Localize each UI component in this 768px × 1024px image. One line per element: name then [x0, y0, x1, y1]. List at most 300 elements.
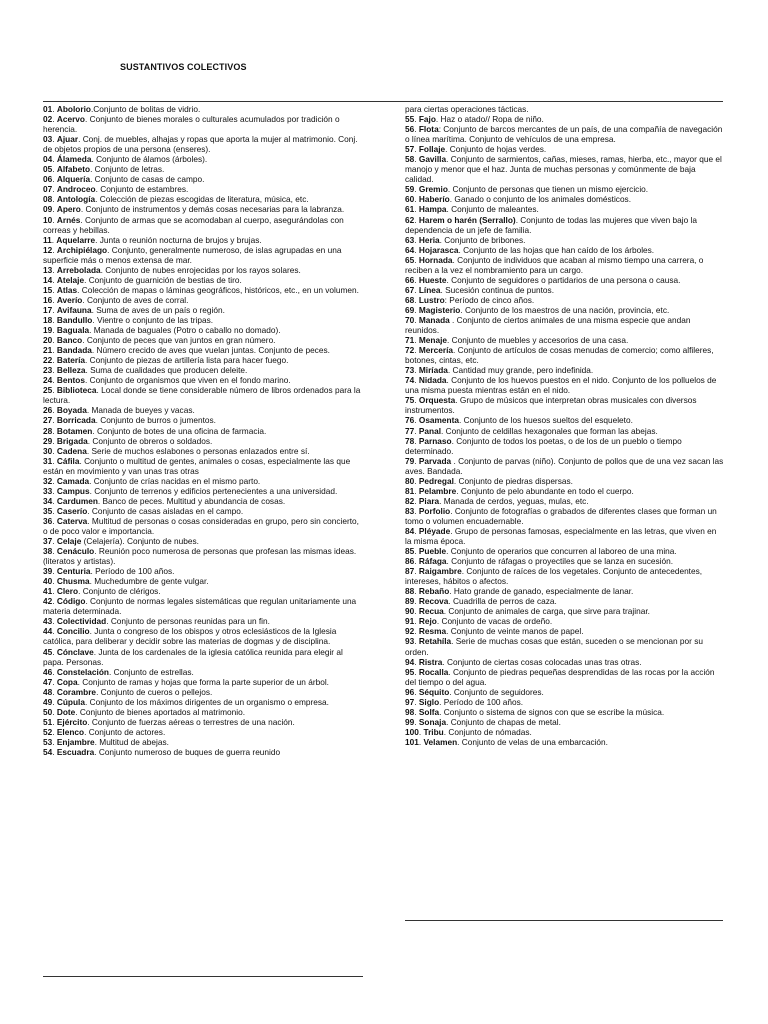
- list-item: 91. Rejo. Conjunto de vacas de ordeño.: [405, 616, 553, 627]
- list-item: 21. Bandada. Número crecido de aves que vuelan juntas. Conjunto de peces.: [43, 345, 330, 356]
- entry-definition: . Conjunto de casas de campo.: [90, 174, 205, 185]
- entry-term: Mercería: [418, 345, 453, 356]
- entry-term: Copa: [56, 676, 78, 687]
- entry-term: Dote: [56, 706, 76, 717]
- entry-term: Corambre: [56, 686, 97, 697]
- entry-definition: para ciertas operaciones tácticas.: [405, 104, 529, 114]
- entry-number: 06: [43, 174, 53, 185]
- entry-definition: . Conjunto de los huevos puestos en el nido. Conjunto de los polluelos de una misma puesta mientras están en el nido.: [405, 375, 717, 396]
- entry-term: Siglo: [418, 696, 440, 707]
- entry-definition: . Conjunto de normas legales sistemáticas que regulan unitariamente una materia determinada.: [43, 596, 357, 617]
- entry-term: Fajo: [418, 114, 436, 125]
- entry-term: Panal: [418, 425, 441, 436]
- entry-term: Hueste: [418, 274, 447, 285]
- list-item: 25. Biblioteca. Local donde se tiene considerable número de libros ordenados para la lectura.: [43, 385, 361, 406]
- list-item: 101. Velamen. Conjunto de velas de una embarcación.: [405, 736, 608, 747]
- entry-number: 02: [43, 114, 53, 125]
- entry-number: 78: [405, 435, 415, 446]
- list-item: [405, 104, 724, 114]
- entry-definition: . Conjunto de guarnición de bestias de tiro.: [84, 274, 242, 285]
- list-item: 61. Hampa. Conjunto de maleantes.: [405, 204, 539, 215]
- list-item: 67. Línea. Sucesión continua de puntos.: [405, 284, 555, 295]
- list-item: 92. Resma. Conjunto de veinte manos de papel.: [405, 626, 584, 637]
- left-bottom-rule: [43, 976, 363, 977]
- entry-number: 50: [43, 706, 53, 717]
- entry-definition: . Manada de baguales (Potro o caballo no domado).: [89, 325, 281, 336]
- entry-term: Rocalla: [418, 666, 449, 677]
- entry-term: Sonaja: [418, 716, 447, 727]
- entry-number: 77: [405, 425, 415, 436]
- list-item: 37. Celaje (Celajería). Conjunto de nubes.: [43, 536, 199, 547]
- entry-term: Tribu: [423, 726, 444, 737]
- entry-number: 53: [43, 736, 53, 747]
- entry-term: Línea: [418, 284, 441, 295]
- entry-term: Cadena: [56, 445, 87, 456]
- entry-definition: . Multitud de personas o cosas consideradas en grupo, pero sin concierto, o de poco valor e importancia.: [43, 515, 359, 536]
- entry-number: 74: [405, 375, 415, 386]
- entry-term: Cenáculo: [56, 546, 95, 557]
- list-item: 89. Recova. Cuadrilla de perros de caza.: [405, 596, 557, 607]
- entry-term: Pléyade: [418, 525, 451, 536]
- entry-term: Rejo: [418, 616, 437, 627]
- entry-definition: . Banco de peces. Multitud y abundancia de cosas.: [97, 495, 286, 506]
- list-item: 81. Pelambre. Conjunto de pelo abundante en todo el cuerpo.: [405, 485, 634, 496]
- entry-term: Antología: [56, 194, 96, 205]
- entry-definition: . Suma de aves de un país o región.: [91, 304, 225, 315]
- entry-term: Menaje: [418, 335, 447, 346]
- list-item: 49. Cúpula. Conjunto de los máximos dirigentes de un organismo o empresa.: [43, 696, 329, 707]
- entry-term: Apero: [56, 204, 81, 215]
- page-title: SUSTANTIVOS COLECTIVOS: [120, 62, 247, 72]
- entry-definition: . Conjunto de nubes enrojecidas por los rayos solares.: [100, 264, 301, 275]
- list-item: 17. Avifauna. Suma de aves de un país o región.: [43, 304, 225, 315]
- entry-term: Orquesta: [418, 395, 456, 406]
- entry-definition: . Conjunto de raíces de los vegetales. Conjunto de antecedentes, intereses, hábitos o afectos.: [405, 566, 703, 587]
- entry-definition: . Hato grande de ganado, especialmente de lanar.: [449, 586, 634, 597]
- entry-number: 69: [405, 304, 415, 315]
- list-item: 36. Caterva. Multitud de personas o cosas consideradas en grupo, pero sin concierto, o de poco valor e importancia.: [43, 515, 359, 536]
- entry-number: 22: [43, 355, 53, 366]
- entry-definition: . Conjunto de seguidores o partidarios de una persona o causa.: [446, 274, 681, 285]
- entry-number: 33: [43, 485, 53, 496]
- list-item: 63. Heria. Conjunto de bribones.: [405, 234, 526, 245]
- list-item: 19. Baguala. Manada de baguales (Potro o caballo no domado).: [43, 325, 281, 336]
- entry-term: Heria: [418, 234, 440, 245]
- list-item: 100. Tribu. Conjunto de nómadas.: [405, 726, 532, 737]
- entry-term: Hampa: [418, 204, 447, 215]
- entry-definition: . Conjunto de actores.: [84, 726, 166, 737]
- entry-term: Botamen: [56, 425, 93, 436]
- list-item: 39. Centuria. Período de 100 años.: [43, 566, 175, 577]
- entry-definition: . Conjunto de bienes aportados al matrimonio.: [75, 706, 246, 717]
- entry-term: Brigada: [56, 435, 88, 446]
- entry-term: Follaje: [418, 144, 446, 155]
- entry-definition: . Conjunto de ramas y hojas que forma la parte superior de un árbol.: [77, 676, 329, 687]
- list-item: 31. Cáfila. Conjunto o multitud de gentes, animales o cosas, especialmente las que están en movimiento y van unas tras otras: [43, 455, 351, 476]
- entry-term: Pueble: [418, 546, 447, 557]
- list-item: 22. Batería. Conjunto de piezas de artillería lista para hacer fuego.: [43, 355, 289, 366]
- entry-number: 89: [405, 596, 415, 607]
- entry-number: 98: [405, 706, 415, 717]
- list-item: 30. Cadena. Serie de muchos eslabones o personas enlazados entre sí.: [43, 445, 310, 456]
- entry-number: 18: [43, 314, 53, 325]
- entry-number: 60: [405, 194, 415, 205]
- entry-term: Cáfila: [56, 455, 80, 466]
- entry-number: 17: [43, 304, 53, 315]
- list-item: 54. Escuadra. Conjunto numeroso de buques de guerra reunido: [43, 747, 281, 757]
- list-item: 75. Orquesta. Grupo de músicos que interpretan obras musicales con diversos instrumentos.: [405, 395, 697, 416]
- entry-number: 48: [43, 686, 53, 697]
- entry-number: 65: [405, 254, 415, 265]
- entry-number: 57: [405, 144, 415, 155]
- list-item: 94. Ristra. Conjunto de ciertas cosas colocadas unas tras otras.: [405, 656, 642, 667]
- entry-number: 27: [43, 415, 53, 426]
- entry-number: 09: [43, 204, 53, 215]
- entry-definition: . Conjunto de piezas de artillería lista para hacer fuego.: [85, 355, 289, 366]
- entry-definition: . Conjunto de muebles y accesorios de una casa.: [447, 335, 629, 346]
- entry-number: 97: [405, 696, 415, 707]
- entry-definition: . Conjunto numeroso de buques de guerra reunido: [94, 747, 281, 757]
- entry-number: 35: [43, 505, 53, 516]
- entry-term: Chusma: [56, 576, 90, 587]
- entry-definition: . Conjunto de animales de carga, que sirve para trajinar.: [443, 606, 650, 617]
- entry-term: Abolorio: [56, 104, 91, 114]
- entry-definition: . Conjunto o multitud de gentes, animales o cosas, especialmente las que están en movimiento y van unas tras otras: [43, 455, 351, 476]
- entry-definition: . Conjunto de chapas de metal.: [446, 716, 561, 727]
- entry-term: Ristra: [418, 656, 443, 667]
- entry-term: Archipiélago: [56, 244, 108, 255]
- entry-definition: . Junta de los cardenales de la iglesia católica reunida para elegir al papa. Personas.: [43, 646, 343, 667]
- entry-term: Cardumen: [56, 495, 98, 506]
- entry-term: Nidada: [418, 375, 447, 386]
- entry-number: 66: [405, 274, 415, 285]
- entry-number: 30: [43, 445, 53, 456]
- list-item: 24. Bentos. Conjunto de organismos que viven en el fondo marino.: [43, 375, 291, 386]
- entry-number: 47: [43, 676, 53, 687]
- entry-number: 85: [405, 546, 415, 557]
- entry-definition: . Conjunto de bribones.: [439, 234, 526, 245]
- entry-term: Osamenta: [418, 415, 459, 426]
- top-rule: [43, 101, 723, 102]
- list-item: 04. Álameda. Conjunto de álamos (árboles).: [43, 154, 208, 165]
- entry-term: Ráfaga: [418, 556, 447, 567]
- list-item: 79. Parvada . Conjunto de parvas (niño). Conjunto de pollos que de una vez sacan las aves. Bandada.: [405, 455, 724, 476]
- list-item: 70. Manada . Conjunto de ciertos animales de una misma especie que andan reunidos.: [405, 314, 691, 336]
- entry-number: 83: [405, 505, 415, 516]
- entry-term: Bandullo: [56, 314, 93, 325]
- entry-definition: . Conjunto de letras.: [90, 164, 165, 175]
- entry-number: 05: [43, 164, 53, 175]
- entry-number: 49: [43, 696, 53, 707]
- entry-definition: . Número crecido de aves que vuelan juntas. Conjunto de peces.: [91, 345, 330, 356]
- list-item: 33. Campus. Conjunto de terrenos y edificios pertenecientes a una universidad.: [43, 485, 338, 496]
- entry-number: 82: [405, 495, 415, 506]
- list-item: 03. Ajuar. Conj. de muebles, alhajas y ropas que aporta la mujer al matrimonio. Conj. de objetos propios de una persona (enseres).: [43, 134, 358, 155]
- entry-term: Ajuar: [56, 134, 79, 145]
- list-item: 02. Acervo. Conjunto de bienes morales o culturales acumulados por tradición o herencia.: [43, 114, 340, 135]
- entry-term: Harem o harén (Serrallo): [418, 214, 516, 225]
- list-item: 85. Pueble. Conjunto de operarios que concurren al laboreo de una mina.: [405, 546, 677, 557]
- entry-definition: . Colección de mapas o láminas geográficos, históricos, etc., en un volumen.: [77, 284, 359, 295]
- entry-number: 81: [405, 485, 415, 496]
- list-item: 83. Porfolio. Conjunto de fotografías o grabados de diferentes clases que forman un tomo o volumen encuadernable.: [405, 505, 717, 526]
- list-item: 99. Sonaja. Conjunto de chapas de metal.: [405, 716, 561, 727]
- entry-term: Alquería: [56, 174, 91, 185]
- list-item: 60. Haberío. Ganado o conjunto de los animales domésticos.: [405, 194, 632, 205]
- entry-definition: . Conjunto de piedras pequeñas desprendidas de las rocas por la acción del tiempo o del agua.: [405, 666, 715, 687]
- entry-number: 21: [43, 345, 53, 356]
- entry-number: 90: [405, 606, 415, 617]
- entry-number: 15: [43, 284, 53, 295]
- entry-number: 40: [43, 576, 53, 587]
- entry-definition: . Ganado o conjunto de los animales domésticos.: [449, 194, 632, 205]
- entry-definition: . Conjunto de individuos que acaban al mismo tiempo una carrera, o reciben a la vez el nombramiento para un cargo.: [405, 254, 704, 275]
- entry-definition: . Manada de cerdos, yeguas, mulas, etc.: [439, 495, 589, 506]
- entry-definition: : Conjunto de barcos mercantes de un país, de una compañía de navegación o línea marítima. Conjunto de vehículos de una empresa.: [405, 124, 723, 145]
- entry-definition: . Conjunto de artículos de cosas menudas de comercio; como alfileres, botones, cintas, etc.: [405, 345, 714, 366]
- list-item: 71. Menaje. Conjunto de muebles y accesorios de una casa.: [405, 335, 629, 346]
- entry-number: 73: [405, 365, 415, 376]
- entry-number: 31: [43, 455, 53, 466]
- entry-number: 99: [405, 716, 415, 727]
- entry-definition: . Conjunto de armas que se acomodaban al cuerpo, asegurándolas con correas y hebillas.: [43, 214, 344, 235]
- entry-definition: . Conjunto de nómadas.: [443, 726, 532, 737]
- entry-number: 45: [43, 646, 53, 657]
- entry-definition: . Conjunto o sistema de signos con que se escribe la música.: [439, 706, 665, 717]
- entry-definition: . Conjunto de instrumentos y demás cosas necesarias para la labranza.: [80, 204, 345, 215]
- entry-definition: . Local donde se tiene considerable número de libros ordenados para la lectura.: [43, 385, 361, 406]
- entry-definition: . Conjunto de organismos que viven en el fondo marino.: [84, 375, 291, 386]
- entry-definition: . Conjunto de piedras dispersas.: [453, 475, 573, 486]
- list-item: 15. Atlas. Colección de mapas o láminas geográficos, históricos, etc., en un volumen.: [43, 284, 359, 295]
- entry-definition: . Manada de bueyes y vacas.: [86, 405, 195, 416]
- entry-number: 04: [43, 154, 53, 165]
- entry-definition: : Período de cinco años.: [444, 294, 535, 305]
- entry-number: 07: [43, 184, 53, 195]
- entry-definition: . Conjunto de operarios que concurren al laboreo de una mina.: [446, 546, 677, 557]
- entry-definition: . Conjunto de cueros o pellejos.: [96, 686, 213, 697]
- entry-term: Haberío: [418, 194, 450, 205]
- entry-number: 26: [43, 405, 53, 416]
- entry-number: 25: [43, 385, 53, 396]
- entry-term: Enjambre: [56, 736, 95, 747]
- entry-term: Belleza: [56, 365, 86, 376]
- entry-term: Código: [56, 596, 86, 607]
- entry-definition: . Período de 100 años.: [90, 566, 175, 577]
- entry-number: 76: [405, 415, 415, 426]
- entry-definition: . Conjunto de álamos (árboles).: [91, 154, 208, 165]
- entry-term: Cónclave: [56, 646, 94, 657]
- list-item: 50. Dote. Conjunto de bienes aportados al matrimonio.: [43, 706, 246, 717]
- entry-term: Escuadra: [56, 747, 95, 757]
- entry-definition: . Grupo de personas famosas, especialmente en las letras, que viven en la misma época.: [405, 525, 717, 547]
- list-item: 09. Apero. Conjunto de instrumentos y demás cosas necesarias para la labranza.: [43, 204, 345, 215]
- entry-number: 16: [43, 294, 53, 305]
- entry-term: Ejército: [56, 716, 88, 727]
- entry-definition: (Celajería). Conjunto de nubes.: [81, 536, 199, 547]
- entry-number: 43: [43, 616, 53, 627]
- entry-definition: . Conjunto de personas reunidas para un fin.: [106, 616, 270, 627]
- entry-term: Campus: [56, 485, 90, 496]
- entry-term: Miríada: [418, 365, 448, 376]
- list-item: 97. Siglo. Período de 100 años.: [405, 696, 524, 707]
- entry-number: 92: [405, 626, 415, 637]
- entry-definition: . Conjunto de estrellas.: [108, 666, 194, 677]
- entry-term: Camada: [56, 475, 90, 486]
- entry-term: Banco: [56, 335, 83, 346]
- entry-term: Arrebolada: [56, 264, 101, 275]
- entry-definition: . Conjunto de sarmientos, cañas, mieses, ramas, hierba, etc., mayor que el manojo y menor que el haz. Junta de muchas personas y comúnmente de baja calidad.: [405, 154, 722, 185]
- list-item: 44. Concilio. Junta o congreso de los obispos y otros eclesiásticos de la Iglesia católica, para deliberar y decidir sobre las materias de dogmas y de disciplina.: [43, 626, 337, 647]
- entry-definition: . Conjunto, generalmente numeroso, de islas agrupadas en una superficie más o menos extensa de mar.: [43, 244, 342, 265]
- entry-term: Parnaso: [418, 435, 452, 446]
- entry-number: 56: [405, 124, 415, 135]
- list-item: 86. Ráfaga. Conjunto de ráfagas o proyectiles que se lanza en sucesión.: [405, 556, 673, 567]
- list-item: 32. Camada. Conjunto de crías nacidas en el mismo parto.: [43, 475, 261, 486]
- entry-term: Atelaje: [56, 274, 85, 285]
- list-item: 05. Alfabeto. Conjunto de letras.: [43, 164, 165, 175]
- list-item: 62. Harem o harén (Serrallo). Conjunto de todas las mujeres que viven bajo la dependencia de un jefe de familia.: [405, 214, 697, 235]
- entry-definition: . Conjunto de vacas de ordeño.: [436, 616, 553, 627]
- entry-number: 52: [43, 726, 53, 737]
- entry-number: 12: [43, 244, 53, 255]
- entry-term: Velamen: [423, 736, 458, 747]
- list-item: 77. Panal. Conjunto de celdillas hexagonales que forman las abejas.: [405, 425, 658, 436]
- entry-number: 42: [43, 596, 53, 607]
- entry-definition: . Vientre o conjunto de las tripas.: [92, 314, 214, 325]
- entry-term: Boyada: [56, 405, 87, 416]
- entry-definition: . Conjunto de personas que tienen un mismo ejercicio.: [447, 184, 649, 195]
- list-item: 46. Constelación. Conjunto de estrellas.: [43, 666, 194, 677]
- entry-number: 95: [405, 666, 415, 677]
- list-item: 12. Archipiélago. Conjunto, generalmente numeroso, de islas agrupadas en una superficie más o menos extensa de mar.: [43, 244, 342, 265]
- entry-definition: . Conjunto de las hojas que han caído de los árboles.: [458, 244, 655, 255]
- entry-term: Batería: [56, 355, 85, 366]
- entry-definition: . Período de 100 años.: [439, 696, 524, 707]
- list-item: 34. Cardumen. Banco de peces. Multitud y abundancia de cosas.: [43, 495, 286, 506]
- list-item: 51. Ejército. Conjunto de fuerzas aéreas o terrestres de una nación.: [43, 716, 295, 727]
- entry-definition: . Conjunto de bienes morales o culturales acumulados por tradición o herencia.: [43, 114, 340, 135]
- list-item: 87. Raigambre. Conjunto de raíces de los vegetales. Conjunto de antecedentes, intereses, hábitos o afectos.: [405, 566, 703, 587]
- entry-number: 75: [405, 395, 415, 406]
- entry-definition: . Conjunto de casas aisladas en el campo.: [87, 505, 244, 516]
- entry-term: Concilio: [56, 626, 90, 637]
- list-item: 14. Atelaje. Conjunto de guarnición de bestias de tiro.: [43, 274, 242, 285]
- entry-definition: . Conjunto de burros o jumentos.: [95, 415, 216, 426]
- entry-definition: . Conjunto de terrenos y edificios pertenecientes a una universidad.: [89, 485, 338, 496]
- list-item: 74. Nidada. Conjunto de los huevos puestos en el nido. Conjunto de los polluelos de una misma puesta mientras están en el nido.: [405, 375, 717, 396]
- entry-definition: . Conjunto de todos los poetas, o de los de un pueblo o tiempo determinado.: [405, 435, 682, 456]
- entry-number: 44: [43, 626, 53, 637]
- entry-term: Caterva: [56, 515, 88, 526]
- list-item: 88. Rebaño. Hato grande de ganado, especialmente de lanar.: [405, 586, 634, 597]
- entry-number: 28: [43, 425, 53, 436]
- entry-term: Flota: [418, 124, 439, 135]
- entry-definition: . Haz o atado// Ropa de niño.: [435, 114, 544, 125]
- entry-definition: . Conj. de muebles, alhajas y ropas que aporta la mujer al matrimonio. Conj. de objetos propios de una persona (enseres).: [43, 134, 358, 155]
- entry-number: 38: [43, 546, 53, 557]
- entry-term: Resma: [418, 626, 447, 637]
- entry-term: Lustro: [418, 294, 445, 305]
- entry-term: Avifauna: [56, 304, 92, 315]
- entry-definition: . Conjunto de los huesos sueltos del esqueleto.: [458, 415, 633, 426]
- entry-term: Álameda: [56, 154, 92, 165]
- entry-term: Alfabeto: [56, 164, 91, 175]
- entry-number: 58: [405, 154, 415, 165]
- entry-term: Pelambre: [418, 485, 457, 496]
- entry-definition: . Conjunto de peces que van juntos en gran número.: [82, 335, 276, 346]
- entry-number: 41: [43, 586, 53, 597]
- entry-definition: . Conjunto de veinte manos de papel.: [446, 626, 584, 637]
- entry-term: Gavilla: [418, 154, 447, 165]
- entry-number: 94: [405, 656, 415, 667]
- entry-definition: . Conjunto de ráfagas o proyectiles que se lanza en sucesión.: [446, 556, 673, 567]
- entry-term: Averío: [56, 294, 83, 305]
- entry-term: Arnés: [56, 214, 81, 225]
- list-item: 57. Follaje. Conjunto de hojas verdes.: [405, 144, 547, 155]
- entry-definition: . Conjunto de pelo abundante en todo el cuerpo.: [456, 485, 634, 496]
- entry-number: 19: [43, 325, 53, 336]
- list-item: 38. Cenáculo. Reunión poco numerosa de personas que profesan las mismas ideas. (literatos y artistas).: [43, 546, 357, 567]
- list-item: 96. Séquito. Conjunto de seguidores.: [405, 686, 544, 697]
- entry-definition: . Conjunto de clérigos.: [78, 586, 161, 597]
- entry-number: 39: [43, 566, 53, 577]
- list-item: 43. Colectividad. Conjunto de personas reunidas para un fin.: [43, 616, 270, 627]
- list-item: 40. Chusma. Muchedumbre de gente vulgar.: [43, 576, 209, 587]
- entry-number: 86: [405, 556, 415, 567]
- entry-term: Biblioteca: [56, 385, 97, 396]
- entry-number: 79: [405, 455, 415, 466]
- entry-definition: . Conjunto de seguidores.: [449, 686, 544, 697]
- entry-definition: . Serie de muchos eslabones o personas enlazados entre sí.: [86, 445, 310, 456]
- entry-definition: . Cuadrilla de perros de caza.: [448, 596, 557, 607]
- list-item: 98. Solfa. Conjunto o sistema de signos con que se escribe la música.: [405, 706, 665, 717]
- entry-term: Centuria: [56, 566, 91, 577]
- entry-number: 70: [405, 314, 415, 325]
- entry-term: Borricada: [56, 415, 96, 426]
- entry-number: 36: [43, 515, 53, 526]
- list-item: 72. Mercería. Conjunto de artículos de cosas menudas de comercio; como alfileres, botones, cintas, etc.: [405, 345, 714, 366]
- entry-definition: . Conjunto de todas las mujeres que viven bajo la dependencia de un jefe de familia.: [405, 214, 697, 235]
- entry-definition: . Grupo de músicos que interpretan obras musicales con diversos instrumentos.: [405, 395, 697, 416]
- entry-term: Hojarasca: [418, 244, 459, 255]
- entry-number: 87: [405, 566, 415, 577]
- entry-definition: . Conjunto de fotografías o grabados de diferentes clases que forman un tomo o volumen encuadernable.: [405, 505, 717, 526]
- right-bottom-rule: [405, 920, 723, 921]
- entry-number: 80: [405, 475, 415, 486]
- list-item: 48. Corambre. Conjunto de cueros o pellejos.: [43, 686, 213, 697]
- list-item: 59. Gremio. Conjunto de personas que tienen un mismo ejercicio.: [405, 184, 649, 195]
- list-item: 45. Cónclave. Junta de los cardenales de la iglesia católica reunida para elegir al papa. Personas.: [43, 646, 343, 667]
- entry-term: Androceo: [56, 184, 96, 195]
- entry-number: 93: [405, 636, 415, 647]
- right-column: [405, 104, 724, 747]
- entry-number: 20: [43, 335, 53, 346]
- entry-term: Atlas: [56, 284, 78, 295]
- entry-number: 84: [405, 525, 415, 536]
- entry-number: 24: [43, 375, 53, 386]
- entry-number: 08: [43, 194, 53, 205]
- list-item: 01. Abolorio.Conjunto de bolitas de vidrio.: [43, 104, 201, 114]
- entry-number: 01: [43, 104, 53, 114]
- entry-term: Porfolio: [418, 505, 451, 516]
- list-item: 10. Arnés. Conjunto de armas que se acomodaban al cuerpo, asegurándolas con correas y hebillas.: [43, 214, 344, 235]
- entry-number: 63: [405, 234, 415, 245]
- entry-number: 29: [43, 435, 53, 446]
- entry-number: 88: [405, 586, 415, 597]
- list-item: 95. Rocalla. Conjunto de piedras pequeñas desprendidas de las rocas por la acción del tiempo o del agua.: [405, 666, 715, 687]
- entry-term: Aquelarre: [56, 234, 96, 245]
